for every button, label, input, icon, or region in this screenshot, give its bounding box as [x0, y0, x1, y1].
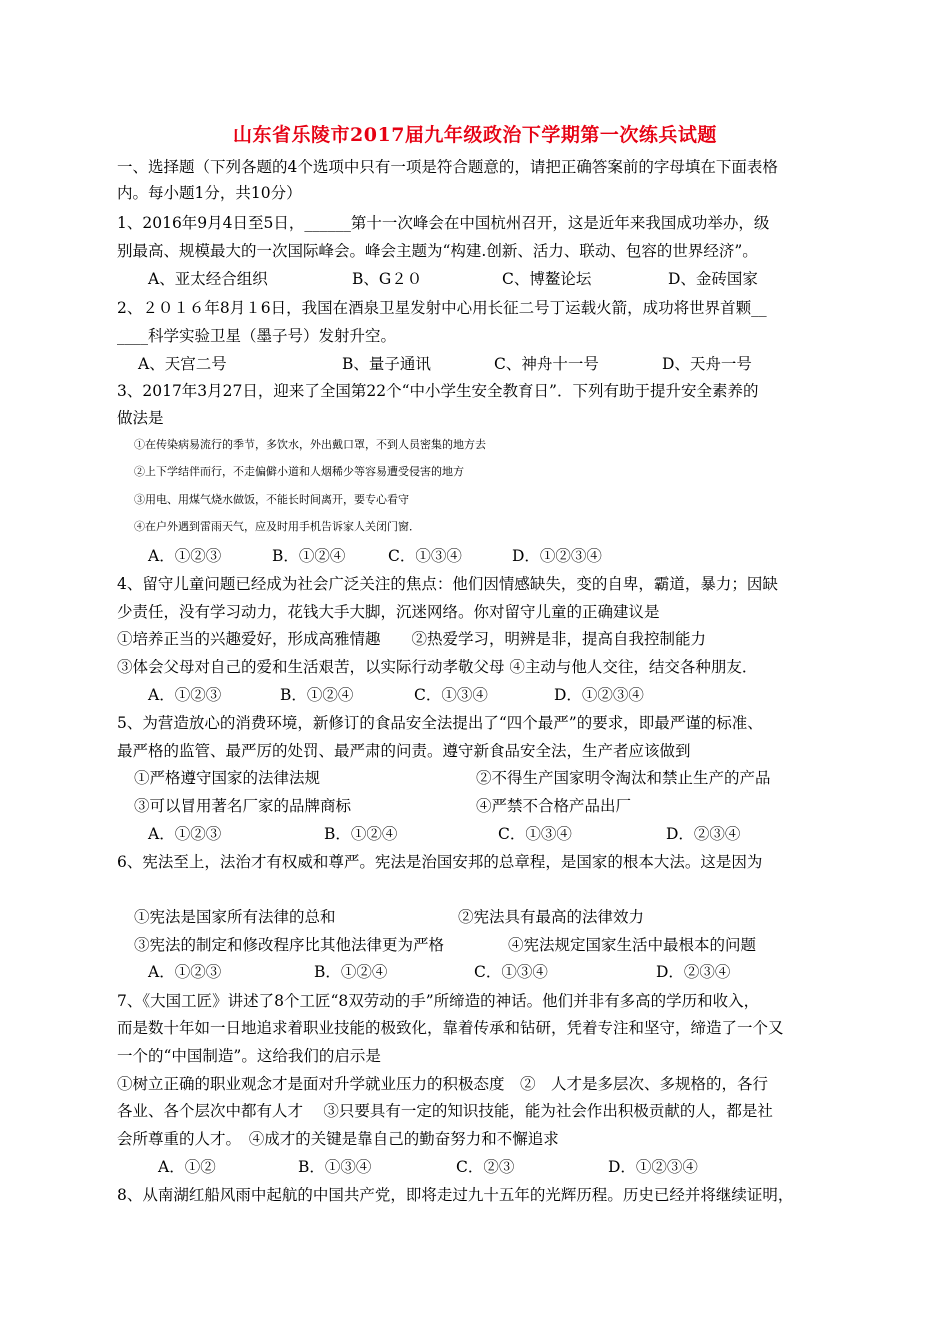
option-a: A．①②③	[148, 963, 222, 981]
option-c: C、博鳌论坛	[502, 270, 592, 288]
option-a: A、亚太经合组织	[148, 270, 268, 288]
question-7-line-2: 而是数十年如一日地追求着职业技能的极致化，靠着传承和钻研，凭着专注和坚守，缔造了一个又	[117, 1019, 784, 1037]
option-c: C．①③④	[414, 686, 488, 704]
option-a: A．①②	[158, 1158, 216, 1176]
option-b: B．①②④	[324, 825, 398, 843]
question-3-item-4: ④在户外遇到雷雨天气，应及时用手机告诉家人关闭门窗．	[134, 520, 420, 533]
option-a: A．①②③	[148, 547, 222, 565]
option-b: B．①②④	[314, 963, 388, 981]
question-5-item-3: ③可以冒用著名厂家的品牌商标	[134, 797, 352, 815]
option-c: C．①③④	[388, 547, 462, 565]
question-6-item-4: ④宪法规定国家生活中最根本的问题	[508, 936, 757, 954]
option-b: B．①②④	[272, 547, 346, 565]
question-7-line-5: 各业、各个层次中都有人才 ③只要具有一定的知识技能，能为社会作出积极贡献的人，都是社	[117, 1102, 773, 1120]
section-instructions-line-1: 一、选择题（下列各题的4个选项中只有一项是符合题意的，请把正确答案前的字母填在下面表格	[117, 158, 778, 176]
option-b: B、G２０	[352, 270, 423, 288]
question-4-line-1: 4、留守儿童问题已经成为社会广泛关注的焦点：他们因情感缺失，变的自卑，霸道，暴力；因缺	[117, 575, 778, 593]
option-c: C．②③	[456, 1158, 515, 1176]
question-3-item-2: ②上下学结伴而行，不走偏僻小道和人烟稀少等容易遭受侵害的地方	[134, 465, 464, 478]
question-8-line-1: 8、从南湖红船风雨中起航的中国共产党，即将走过九十五年的光辉历程。历史已经并将继续证明，	[117, 1186, 794, 1204]
option-d: D．①②③④	[512, 547, 602, 565]
question-3-item-3: ③用电、用煤气烧水做饭，不能长时间离开，要专心看守	[134, 493, 409, 506]
question-7-line-3: 一个的“中国制造”。这给我们的启示是	[117, 1047, 381, 1065]
option-d: D．①②③④	[554, 686, 644, 704]
question-3-line-1: 3、2017年3月27日，迎来了全国第22个“中小学生安全教育日”．下列有助于提升安全素养的	[117, 382, 759, 400]
question-4-line-2: 少责任，没有学习动力，花钱大手大脚，沉迷网络。你对留守儿童的正确建议是	[117, 603, 660, 621]
question-3-item-1: ①在传染病易流行的季节，多饮水，外出戴口罩，不到人员密集的地方去	[134, 438, 486, 451]
option-d: D、金砖国家	[668, 270, 758, 288]
question-5-item-2: ②不得生产国家明令淘汰和禁止生产的产品	[476, 769, 771, 787]
question-5-line-2: 最严格的监管、最严厉的处罚、最严肃的问责。遵守新食品安全法，生产者应该做到	[117, 742, 691, 760]
section-instructions-line-2: 内。每小题1分，共10分）	[117, 184, 302, 202]
option-b: B．①③④	[298, 1158, 372, 1176]
question-6-item-3: ③宪法的制定和修改程序比其他法律更为严格	[134, 936, 445, 954]
option-d: D、天舟一号	[662, 355, 752, 373]
question-7-line-4: ①树立正确的职业观念才是面对升学就业压力的积极态度 ② 人才是多层次、多规格的，各行	[117, 1075, 769, 1093]
page-title: 山东省乐陵市2017届九年级政治下学期第一次练兵试题	[233, 124, 717, 146]
question-5-line-1: 5、为营造放心的消费环境，新修订的食品安全法提出了“四个最严”的要求，即最严谨的标准、	[117, 714, 763, 732]
question-4-line-4: ③体会父母对自己的爱和生活艰苦，以实际行动孝敬父母 ④主动与他人交往，结交各种朋友．	[117, 658, 758, 676]
question-4-line-3: ①培养正当的兴趣爱好，形成高雅情趣 ②热爱学习，明辨是非，提高自我控制能力	[117, 630, 707, 648]
question-6-line-1: 6、宪法至上，法治才有权威和尊严。宪法是治国安邦的总章程，是国家的根本大法。这是因为	[117, 853, 763, 871]
question-5-item-1: ①严格遵守国家的法律法规	[134, 769, 321, 787]
question-6-item-2: ②宪法具有最高的法律效力	[458, 908, 645, 926]
option-d: D．①②③④	[608, 1158, 698, 1176]
option-a: A、天宫二号	[138, 355, 227, 373]
question-7-line-6: 会所尊重的人才。 ④成才的关键是靠自己的勤奋努力和不懈追求	[117, 1130, 559, 1148]
question-2-line-1: 2、２０１６年8月１6日，我国在酒泉卫星发射中心用长征二号丁运载火箭，成功将世界首颗__	[117, 299, 767, 317]
question-3-line-2: 做法是	[117, 409, 164, 427]
question-5-item-4: ④严禁不合格产品出厂	[476, 797, 632, 815]
question-1-line-2: 别最高、规模最大的一次国际峰会。峰会主题为“构建.创新、活力、联动、包容的世界经济”。	[117, 242, 758, 260]
option-b: B、量子通讯	[342, 355, 431, 373]
option-c: C、神舟十一号	[494, 355, 599, 373]
question-6-item-1: ①宪法是国家所有法律的总和	[134, 908, 336, 926]
question-2-line-2: ____科学实验卫星（墨子号）发射升空。	[117, 327, 397, 345]
option-a: A．①②③	[148, 825, 222, 843]
option-d: D．②③④	[666, 825, 741, 843]
option-c: C．①③④	[498, 825, 572, 843]
question-1-line-1: 1、2016年9月4日至5日，______第十一次峰会在中国杭州召开，这是近年来我国成功举办，级	[117, 214, 770, 232]
option-d: D．②③④	[656, 963, 731, 981]
option-a: A．①②③	[148, 686, 222, 704]
option-c: C．①③④	[474, 963, 548, 981]
question-7-line-1: 7、《大国工匠》讲述了8个工匠“8双劳动的手”所缔造的神话。他们并非有多高的学历和收入，	[117, 992, 760, 1010]
option-b: B．①②④	[280, 686, 354, 704]
